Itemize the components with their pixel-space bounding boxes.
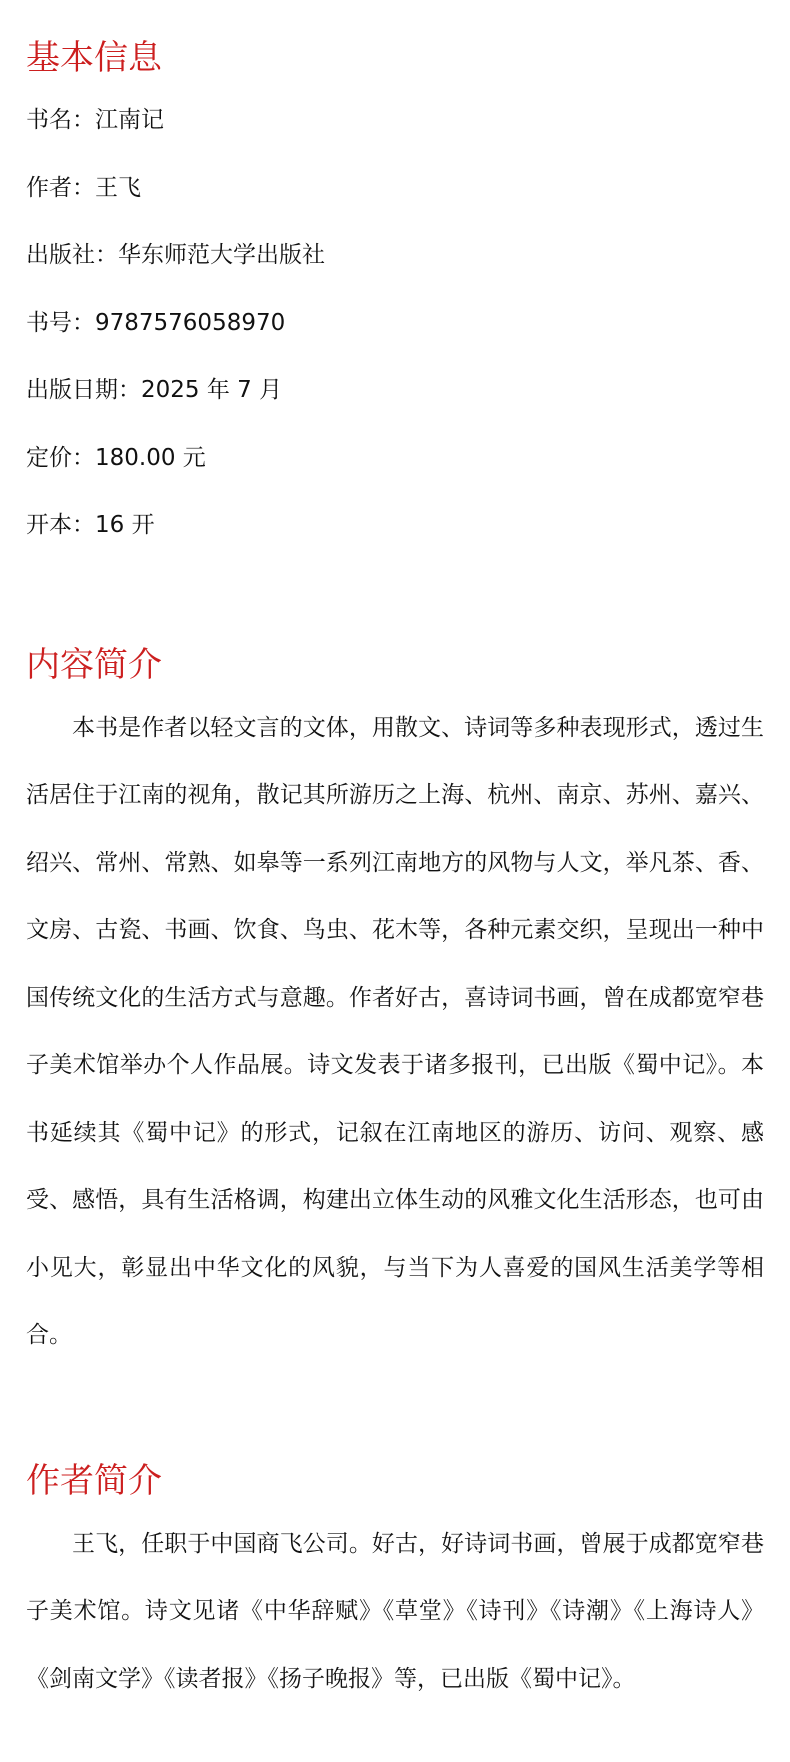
info-label: 出版社：	[26, 242, 118, 268]
info-row-publish-date	[26, 357, 764, 425]
info-value: 16 开	[95, 512, 155, 538]
info-value: 9787576058970	[95, 309, 286, 336]
info-value: 华东师范大学出版社	[118, 242, 325, 268]
info-value: 2025 年 7 月	[141, 377, 283, 403]
info-label: 书名：	[26, 107, 95, 133]
info-label: 出版日期：	[26, 377, 141, 403]
info-label: 书号：	[26, 309, 95, 336]
info-value: 江南记	[95, 107, 164, 133]
author-intro-paragraph: 王飞，任职于中国商飞公司。好古，好诗词书画，曾展于成都宽窄巷子美术馆。诗文见诸《中华辞赋》《草堂》《诗刊》《诗潮》《上海诗人》《剑南文学》《读者报》《扬子晚报》等，已出版《蜀中记》。	[26, 1530, 764, 1692]
info-value: 王飞	[95, 174, 141, 201]
info-row-format	[26, 492, 764, 560]
info-label: 定价：	[26, 444, 95, 471]
content-intro-paragraph: 本书是作者以轻文言的文体，用散文、诗词等多种表现形式，透过生活居住于江南的视角，散记其所游历之上海、杭州、南京、苏州、嘉兴、绍兴、常州、常熟、如皋等一系列江南地方的风物与人文，举凡茶、香、文房、古瓷、书画、饮食、鸟虫、花木等，各种元素交织，呈现出一种中国传统文化的生活方式与意趣。作者好古，喜诗词书画，曾在成都宽窄巷子美术馆举办个人作品展。诗文发表于诸多报刊，已出版《蜀中记》。本书延续其《蜀中记》的形式，记叙在江南地区的游历、访问、观察、感受、感悟，具有生活格调，构建出立体生动的风雅文化生活形态，也可由小见大，彰显出中华文化的风貌，与当下为人喜爱的国风生活美学等相合。	[26, 714, 764, 1348]
basic-info-heading: 基本信息	[26, 38, 162, 78]
info-row-book-title	[26, 87, 764, 155]
info-row-isbn	[26, 290, 764, 358]
info-row-author	[26, 155, 764, 223]
info-row-publisher	[26, 222, 764, 290]
author-intro-heading: 作者简介	[26, 1460, 162, 1501]
info-label: 开本：	[26, 512, 95, 538]
basic-info-list	[26, 87, 764, 560]
info-value: 180.00 元	[95, 444, 206, 471]
info-row-price	[26, 425, 764, 493]
info-label: 作者：	[26, 174, 95, 201]
content-intro-heading: 内容简介	[26, 644, 162, 685]
